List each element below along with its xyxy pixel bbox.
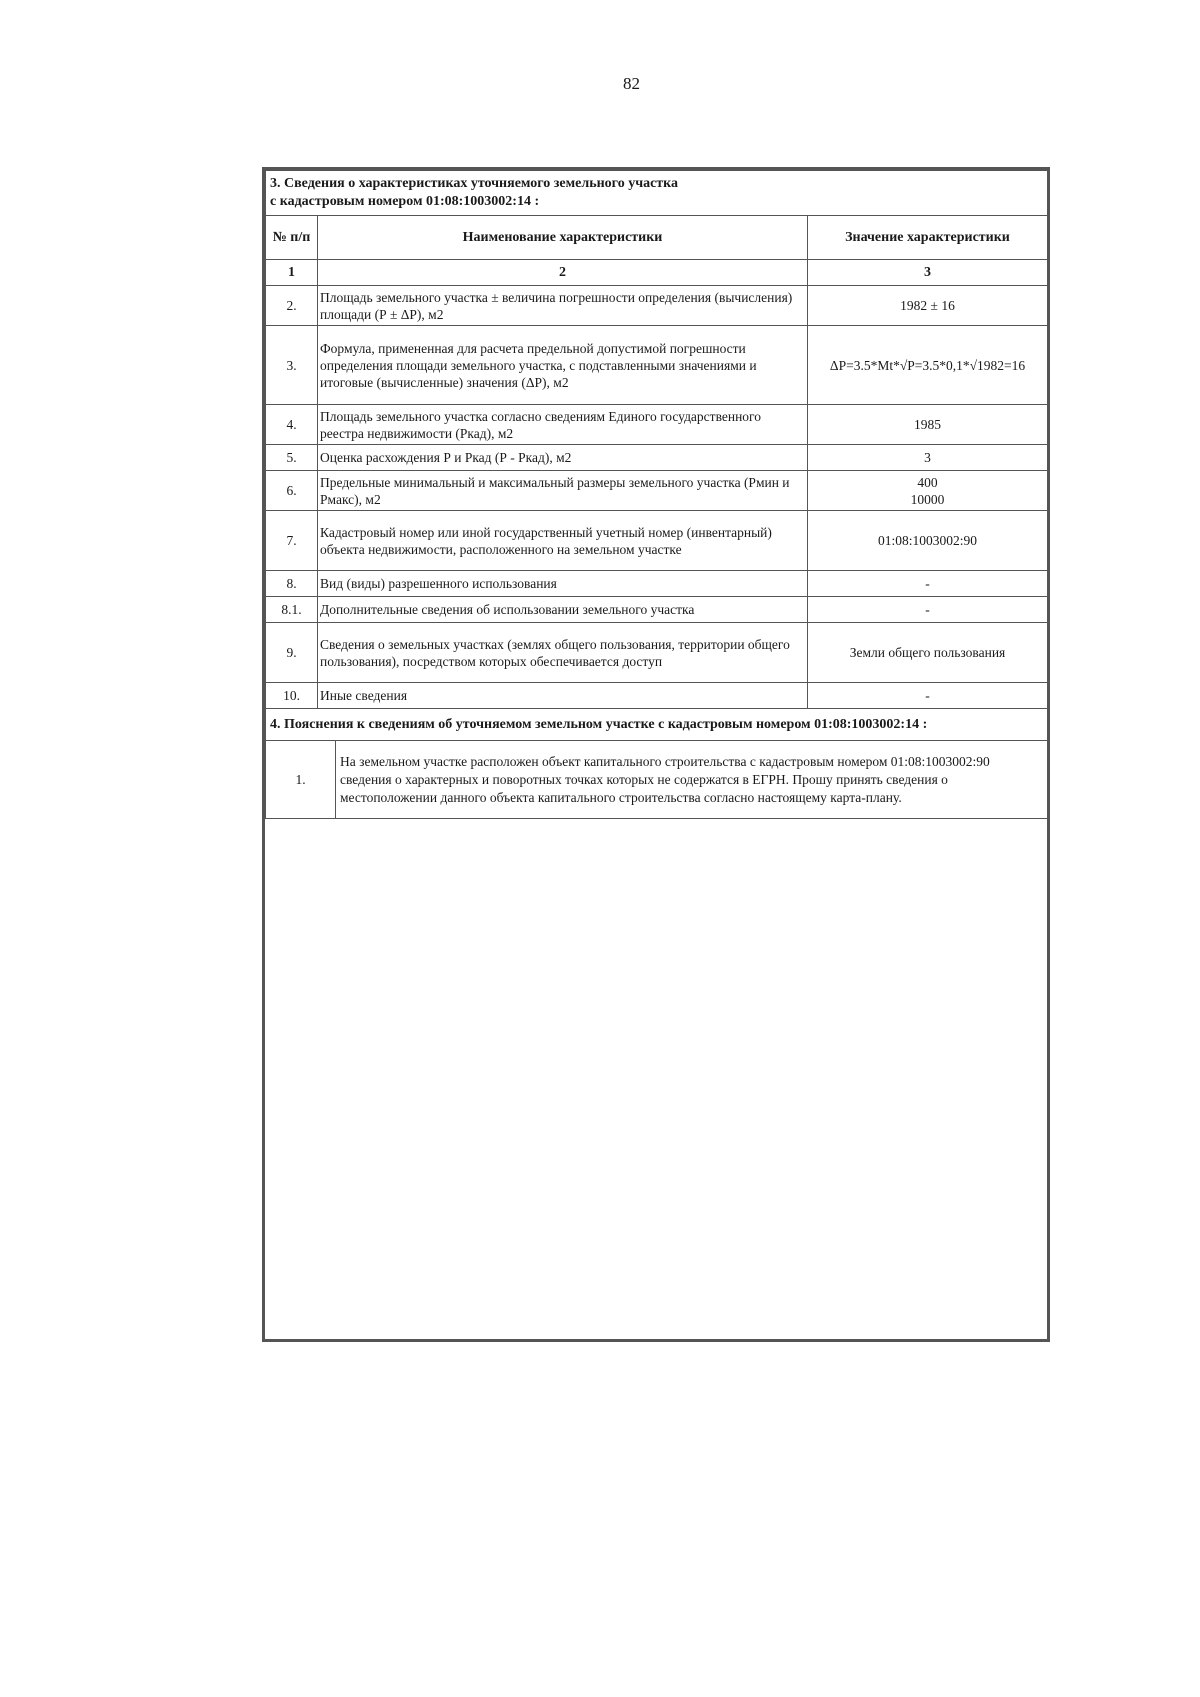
row-name: Предельные минимальный и максимальный размеры земельного участка (Рмин и Рмакс), м2 (318, 471, 808, 511)
page-number: 82 (623, 74, 640, 93)
col-number-1: 1 (266, 260, 318, 286)
row-number: 8.1. (266, 597, 318, 623)
row-value: - (808, 683, 1048, 709)
table-row (266, 597, 1048, 623)
table-row (266, 326, 1048, 405)
row-number: 6. (266, 471, 318, 511)
row-value: 01:08:1003002:90 (808, 511, 1048, 571)
note-text: На земельном участке расположен объект капитального строительства с кадастровым номером 01:08:1003002:90 сведения о характерных и поворотных точках которых не содержатся в ЕГРН. Прошу принять сведения о местоположении данного объекта капитального строительства согласно настоящему карта-плану. (336, 741, 1048, 819)
row-number: 7. (266, 511, 318, 571)
table-row (266, 405, 1048, 445)
table-row (266, 445, 1048, 471)
row-name: Вид (виды) разрешенного использования (318, 571, 808, 597)
row-name: Формула, примененная для расчета предельной допустимой погрешности определения площади земельного участка, с подставленными значениями и итоговые (вычисленные) значения (ΔР), м2 (318, 326, 808, 405)
table-row (266, 511, 1048, 571)
row-name: Иные сведения (318, 683, 808, 709)
row-number: 4. (266, 405, 318, 445)
table-row (266, 286, 1048, 326)
row-number: 2. (266, 286, 318, 326)
table-row (266, 683, 1048, 709)
col-number-2: 2 (318, 260, 808, 286)
document-frame (262, 167, 1050, 1342)
note-number: 1. (266, 741, 336, 819)
row-name: Кадастровый номер или иной государственный учетный номер (инвентарный) объекта недвижимости, расположенного на земельном участке (318, 511, 808, 571)
table-row (266, 623, 1048, 683)
row-name: Дополнительные сведения об использовании земельного участка (318, 597, 808, 623)
col-number-3: 3 (808, 260, 1048, 286)
row-value: - (808, 571, 1048, 597)
row-number: 3. (266, 326, 318, 405)
row-value: 3 (808, 445, 1048, 471)
section4-title: 4. Пояснения к сведениям об уточняемом земельном участке с кадастровым номером 01:08:1003002:14 : (266, 709, 1048, 741)
row-value-min: 400 (917, 474, 938, 490)
row-value: ΔР=3.5*Mt*√P=3.5*0,1*√1982=16 (808, 326, 1048, 405)
row-value: - (808, 597, 1048, 623)
table-row (266, 471, 1048, 511)
row-name: Сведения о земельных участках (землях общего пользования, территории общего пользования), посредством которых обеспечивается доступ (318, 623, 808, 683)
header-value: Значение характеристики (808, 216, 1048, 260)
row-value: 1982 ± 16 (808, 286, 1048, 326)
characteristics-table (265, 170, 1048, 819)
row-number: 5. (266, 445, 318, 471)
row-name: Площадь земельного участка согласно сведениям Единого государственного реестра недвижимости (Ркад), м2 (318, 405, 808, 445)
row-value (808, 471, 1048, 511)
row-name: Площадь земельного участка ± величина погрешности определения (вычисления) площади (Р ± ΔР), м2 (318, 286, 808, 326)
row-number: 10. (266, 683, 318, 709)
row-value: Земли общего пользования (808, 623, 1048, 683)
row-value-max: 10000 (910, 491, 945, 507)
header-number: № п/п (266, 216, 318, 260)
row-number: 9. (266, 623, 318, 683)
row-name: Оценка расхождения Р и Ркад (Р - Ркад), м2 (318, 445, 808, 471)
note-row (266, 741, 1048, 819)
table-row (266, 571, 1048, 597)
row-value: 1985 (808, 405, 1048, 445)
header-name: Наименование характеристики (318, 216, 808, 260)
section3-title-line2: с кадастровым номером 01:08:1003002:14 : (270, 194, 540, 209)
section3-title (266, 171, 1048, 216)
section3-title-line1: 3. Сведения о характеристиках уточняемого земельного участка (270, 176, 679, 191)
row-number: 8. (266, 571, 318, 597)
